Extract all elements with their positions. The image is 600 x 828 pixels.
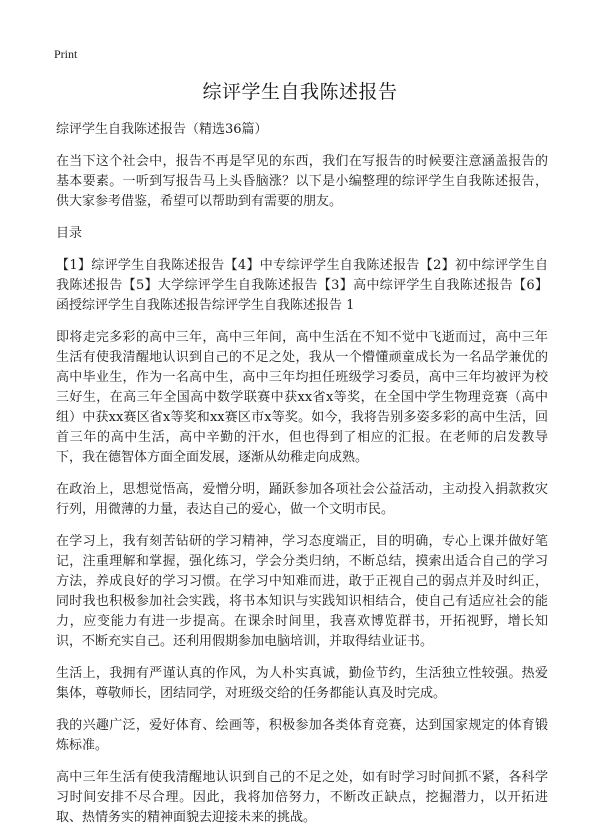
body-paragraph-6: 高中三年生活有使我清醒地认识到自己的不足之处，如有时学习时间抓不紧，各科学习时间安排不尽合理。因此，我将加倍努力，不断改正缺点，挖掘潜力，以开拓进取、热情务实的精神面貌去迎接未来的挑战。 xyxy=(56,770,548,825)
toc-list[interactable]: 【1】综评学生自我陈述报告【4】中专综评学生自我陈述报告【2】初中综评学生自我陈述报告【5】大学综评学生自我陈述报告【3】高中综评学生自我陈述报告【6】函授综评学生自我陈述报告综评学生自我陈述报告 1 xyxy=(56,258,548,313)
print-link[interactable]: Print xyxy=(54,47,78,61)
body-paragraph-5: 我的兴趣广泛，爱好体育、绘画等，积极参加各类体育竞赛，达到国家规定的体育锻炼标准。 xyxy=(56,718,548,753)
document-subtitle: 综评学生自我陈述报告（精选36篇） xyxy=(56,122,268,137)
body-paragraph-1: 即将走完多彩的高中三年，高中三年间，高中生活在不知不觉中飞逝而过，高中三年生活有使我清醒地认识到自己的不足之处，我从一个懵懂顽童成长为一名品学兼优的高中毕业生，作为一名高中生，高中三年均担任班级学习委员，高中三年均被评为校三好生，在高三年全国高中数学联赛中获xx省x等奖，在全国中学生物理竞赛（高中组）中获xx赛区省x等奖和xx赛区市x等奖。如今，我将告别多姿多彩的高中生活，回首三年的高中生活，高中辛勤的汗水，但也得到了相应的汇报。在老师的启发教导下，我在德智体方面全面发展，逐渐从幼稚走向成熟。 xyxy=(56,330,548,465)
document-body xyxy=(56,120,548,828)
page-title: 综评学生自我陈述报告 xyxy=(202,81,398,103)
body-paragraph-3: 在学习上，我有刻苦钻研的学习精神，学习态度端正，目的明确，专心上课并做好笔记，注重理解和掌握，强化练习，学会分类归纳，不断总结，摸索出适合自己的学习方法，养成良好的学习习惯。在学习中知难而进，敢于正视自己的弱点并及时纠正，同时我也积极参加社会实践，将书本知识与实践知识相结合，使自己有适应社会的能力，应变能力有进一步提高。在课余时间里，我喜欢博览群书，开拓视野，增长知识，不断充实自己。还利用假期参加电脑培训，并取得结业证书。 xyxy=(56,534,548,649)
intro-paragraph: 在当下这个社会中，报告不再是罕见的东西，我们在写报告的时候要注意涵盖报告的基本要素。一听到写报告马上头昏脑涨？以下是小编整理的综评学生自我陈述报告，供大家参考借鉴，希望可以帮助到有需要的朋友。 xyxy=(56,154,548,209)
body-paragraph-2: 在政治上，思想觉悟高，爱憎分明，踊跃参加各项社会公益活动，主动投入捐款救灾行列，用微薄的力量，表达自己的爱心，做一个文明市民。 xyxy=(56,482,548,517)
body-paragraph-4: 生活上，我拥有严谨认真的作风，为人朴实真诚，勤俭节约，生活独立性较强。热爱集体，尊敬师长，团结同学，对班级交给的任务都能认真及时完成。 xyxy=(56,666,548,701)
toc-heading: 目录 xyxy=(56,226,83,241)
